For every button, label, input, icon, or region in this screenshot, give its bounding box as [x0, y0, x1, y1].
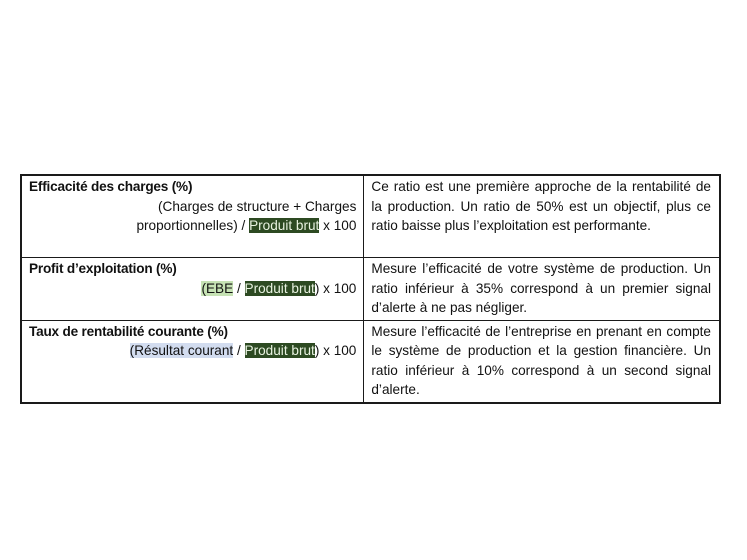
highlight-ebe-group [201, 281, 233, 296]
highlight-produit-brut: Produit brut [244, 343, 315, 358]
ratio-formula-cell [21, 320, 364, 403]
highlight-produit-brut: Produit brut [249, 218, 320, 233]
formula-open-paren: ( [201, 280, 206, 296]
ratio-description-cell [364, 175, 720, 258]
formula-text: proportionnelles) / [136, 218, 250, 233]
formula-suffix: x 100 [319, 218, 357, 233]
ratio-definitions-table [20, 174, 721, 404]
highlight-resultat-courant: (Résultat courant [129, 343, 234, 358]
ratio-description: Ce ratio est une première approche de la rentabilité de la production. Un ratio de 50% est un objectif, plus ce ratio baisse plus l’exploitation est performante. [371, 179, 711, 233]
ratio-description-cell [364, 320, 720, 403]
table-row-efficacite-charges [21, 175, 720, 258]
ratio-formula [29, 197, 357, 236]
highlight-ebe: EBE [205, 280, 234, 296]
highlight-produit-brut: Produit brut [244, 280, 315, 296]
ratio-formula-cell [21, 175, 364, 258]
table-row-profit-exploitation [21, 258, 720, 321]
formula-suffix: ) x 100 [314, 280, 357, 296]
ratio-description: Mesure l’efficacité de votre système de production. Un ratio inférieur à 35% correspond à un premier signal d’alerte à ne pas négliger. [371, 261, 711, 315]
formula-separator: / [233, 343, 245, 358]
ratio-formula-cell [21, 258, 364, 321]
ratio-formula [29, 279, 357, 299]
formula-line-1: (Charges de structure + Charges [158, 198, 357, 214]
ratio-title: Taux de rentabilité courante (%) [29, 323, 228, 339]
ratio-title: Efficacité des charges (%) [29, 179, 193, 194]
ratio-description-cell [364, 258, 720, 321]
ratio-formula [29, 341, 357, 361]
table-row-taux-rentabilite [21, 320, 720, 403]
formula-suffix: ) x 100 [314, 343, 357, 358]
formula-separator: / [233, 280, 245, 296]
ratio-title: Profit d’exploitation (%) [29, 261, 177, 276]
ratio-description: Mesure l’efficacité de l’entreprise en prenant en compte le système de production et la gestion financière. Un ratio inférieur à 10% correspond à un second signal d’alerte. [371, 323, 711, 397]
